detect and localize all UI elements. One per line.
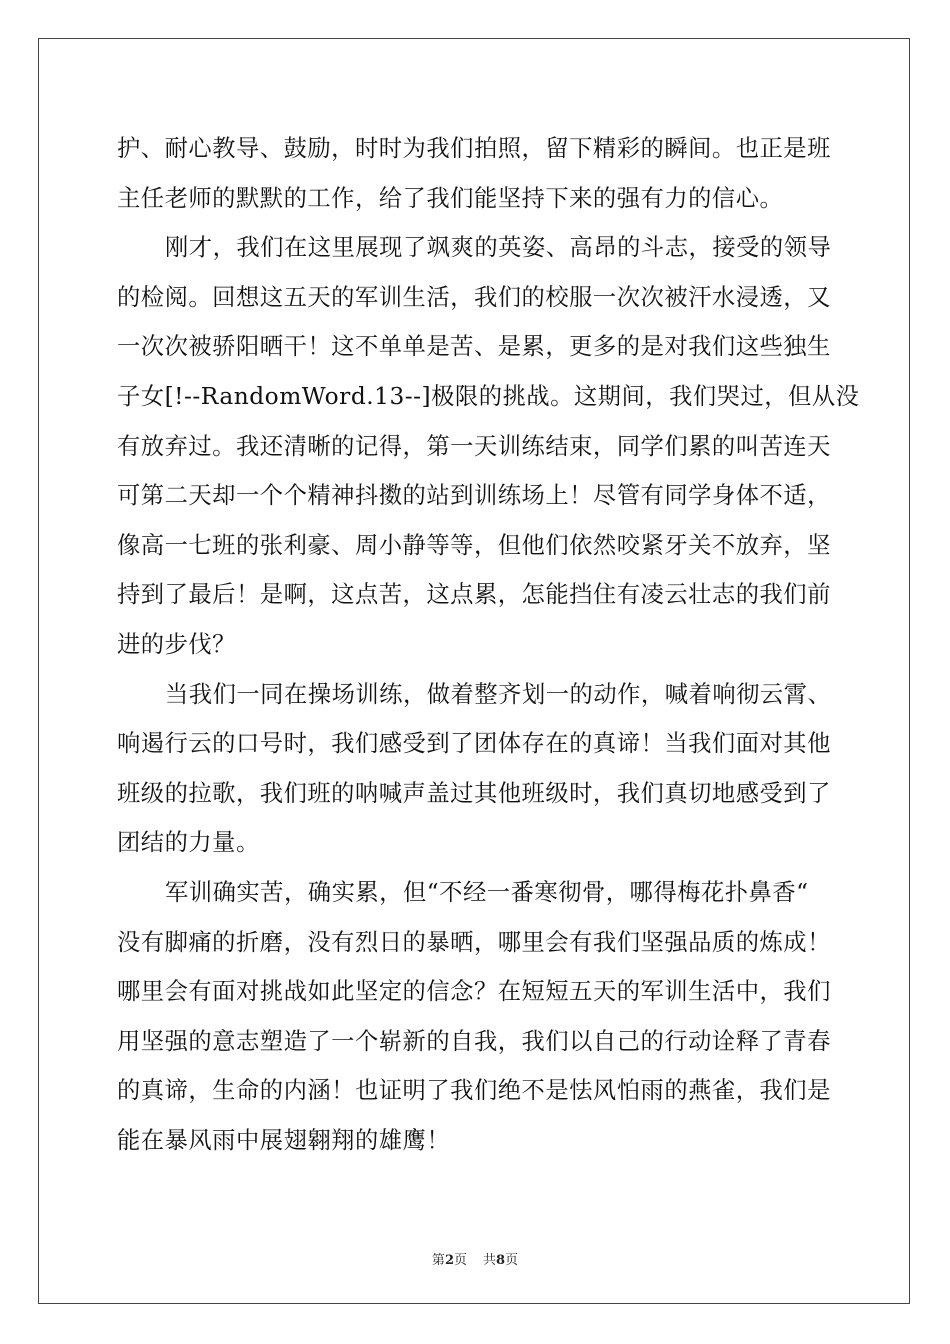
text-line: 持到了最后！是啊，这点苦，这点累，怎能挡住有凌云壮志的我们前 <box>117 581 831 609</box>
text-line: 哪里会有面对挑战如此坚定的信念？在短短五天的军训生活中，我们 <box>117 978 831 1006</box>
document-body <box>117 124 860 1165</box>
text-line: 的真谛，生命的内涵！也证明了我们绝不是怯风怕雨的燕雀，我们是 <box>117 1077 831 1105</box>
page-number: 2 <box>444 1253 454 1268</box>
text-line: 像高一七班的张利豪、周小静等等，但他们依然咬紧牙关不放弃，坚 <box>117 531 831 559</box>
text-line: 有放弃过。我还清晰的记得，第一天训练结束，同学们累的叫苦连天 <box>117 432 831 460</box>
paragraph-start-line: 当我们一同在操场训练，做着整齐划一的动作，喊着响彻云霄、 <box>165 680 832 708</box>
text-line: 进的步伐？ <box>117 630 236 658</box>
text-line: 没有脚痛的折磨，没有烈日的暴晒，哪里会有我们坚强品质的炼成！ <box>117 928 831 956</box>
text-line: 一次次被骄阳晒干！这不单单是苦、是累，更多的是对我们这些独生 <box>117 333 831 361</box>
total-prefix: 共 <box>483 1253 497 1268</box>
paragraph-start-line: 军训确实苦，确实累，但“不经一番寒彻骨，哪得梅花扑鼻香“ <box>165 878 809 906</box>
text-line: 可第二天却一个个精神抖擞的站到训练场上！尽管有同学身体不适， <box>117 482 831 510</box>
text-line: 的检阅。回想这五天的军训生活，我们的校服一次次被汗水浸透，又 <box>117 283 831 311</box>
text-line: 用坚强的意志塑造了一个崭新的自我，我们以自己的行动诠释了青春 <box>117 1027 831 1055</box>
page-prefix: 第 <box>431 1253 445 1268</box>
text-line: 主任老师的默默的工作，给了我们能坚持下来的强有力的信心。 <box>117 184 784 212</box>
text-line: 护、耐心教导、鼓励，时时为我们拍照，留下精彩的瞬间。也正是班 <box>117 135 831 162</box>
text-line: 能在暴风雨中展翅翱翔的雄鹰！ <box>117 1126 451 1154</box>
text-line: 子女[!--RandomWord.13--]极限的挑战。这期间，我们哭过，但从没 <box>117 382 860 410</box>
page-footer <box>0 1249 950 1268</box>
text-line: 班级的拉歌，我们班的呐喊声盖过其他班级时，我们真切地感受到了 <box>117 779 831 807</box>
page-suffix: 页 <box>453 1253 467 1268</box>
paragraph-start-line: 刚才，我们在这里展现了飒爽的英姿、高昂的斗志，接受的领导 <box>165 234 832 262</box>
text-line: 响遏行云的口号时，我们感受到了团体存在的真谛！当我们面对其他 <box>117 730 831 758</box>
text-line: 团结的力量。 <box>117 829 260 857</box>
total-suffix: 页 <box>505 1253 519 1268</box>
total-pages: 8 <box>496 1253 506 1268</box>
